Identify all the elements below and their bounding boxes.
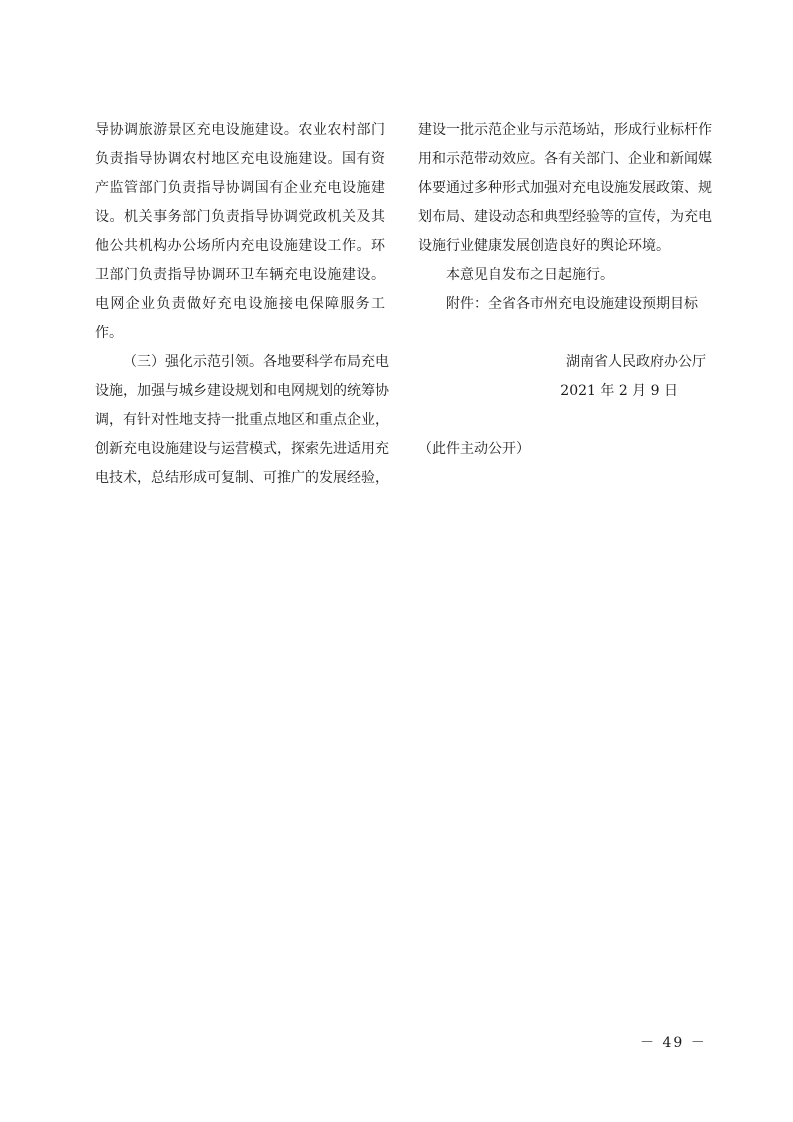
body-text-line: 他公共机构办公场所内充电设施建设工作。环: [95, 238, 385, 254]
body-text-line: 设。机关事务部门负责指导协调党政机关及其: [95, 209, 385, 225]
attachment-line: 附件：全省各市州充电设施建设预期目标: [446, 296, 698, 312]
body-text-line: 划布局、建设动态和典型经验等的宣传，为充电: [418, 209, 712, 225]
effective-notice: 本意见自发布之日起施行。: [446, 267, 614, 283]
body-text-line: 用和示范带动效应。各有关部门、企业和新闻媒: [418, 151, 712, 167]
body-text-line: 卫部门负责指导协调环卫车辆充电设施建设。: [95, 267, 385, 283]
body-text-line: 建设一批示范企业与示范场站，形成行业标杆作: [418, 122, 712, 138]
spacer: [418, 319, 708, 348]
body-text-line: 负责指导协调农村地区充电设施建设。国有资: [95, 151, 385, 167]
body-text-line: 作。: [95, 325, 123, 341]
body-text-line: 体要通过多种形式加强对充电设施发展政策、规: [418, 180, 712, 196]
body-text-line: 电技术，总结形成可复制、可推广的发展经验，: [95, 470, 389, 486]
right-column: [418, 116, 712, 464]
body-text-line: 设施行业健康发展创造良好的舆论环境。: [418, 238, 670, 254]
left-column: [95, 116, 389, 493]
page-number: － 49 －: [640, 1035, 707, 1051]
public-release-note: （此件主动公开）: [418, 441, 530, 457]
issuer-name: 湖南省人民政府办公厅: [566, 354, 706, 370]
body-text-line: 产监管部门负责指导协调国有企业充电设施建: [95, 180, 385, 196]
body-text-line: 调，有针对性地支持一批重点地区和重点企业，: [95, 412, 389, 428]
body-text-line: 电网企业负责做好充电设施接电保障服务工: [95, 296, 385, 312]
issue-date: 2021 年 2 月 9 日: [560, 383, 678, 399]
body-text-line: 导协调旅游景区充电设施建设。农业农村部门: [95, 122, 385, 138]
section-heading-line: （三）强化示范引领。各地要科学布局充电: [123, 354, 389, 370]
body-text-line: 创新充电设施建设与运营模式，探索先进适用充: [95, 441, 389, 457]
body-text-line: 设施，加强与城乡建设规划和电网规划的统筹协: [95, 383, 389, 399]
